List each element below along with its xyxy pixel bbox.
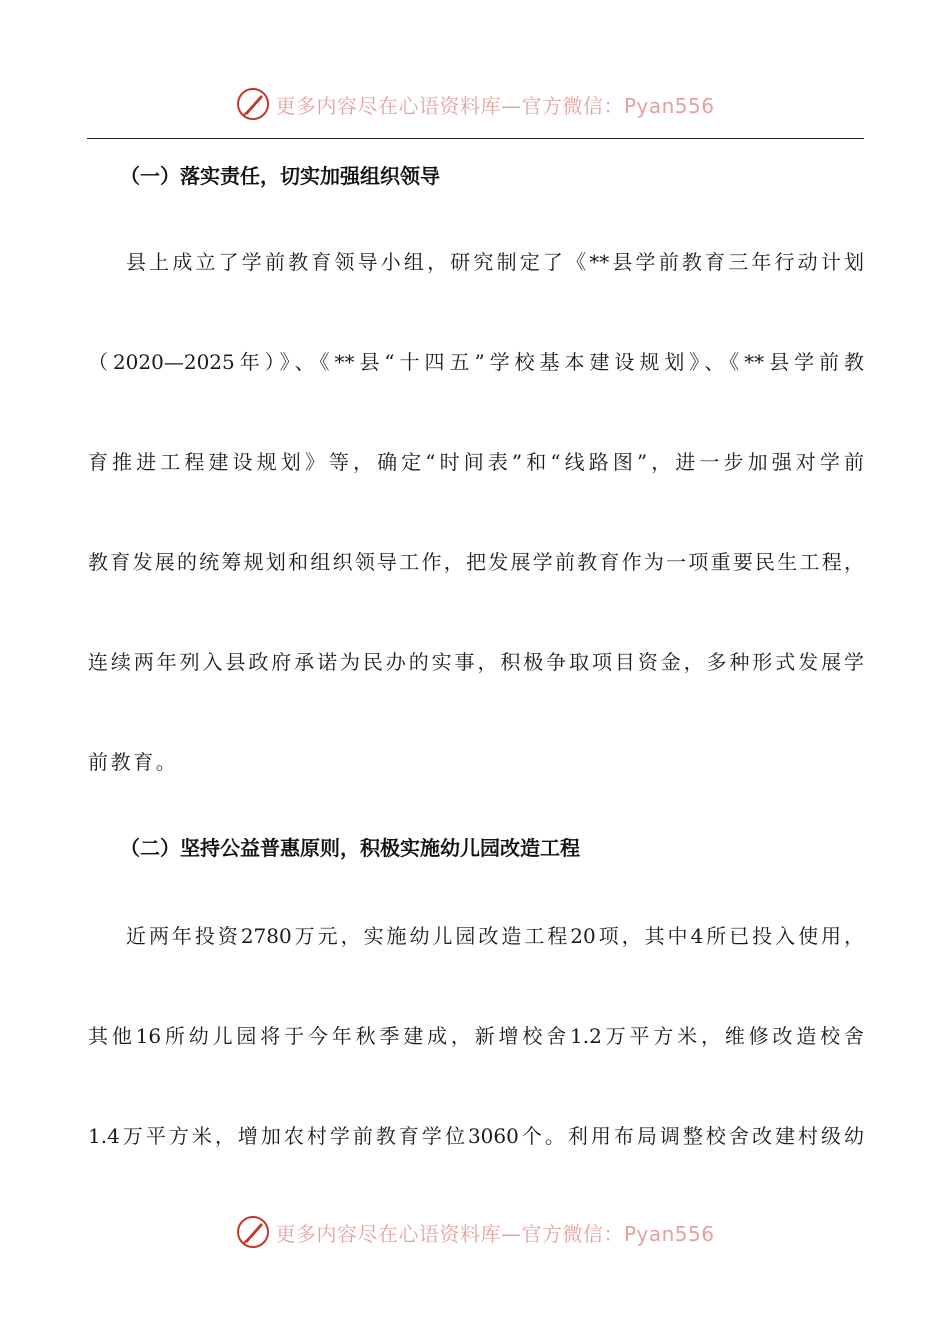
footer-banner <box>0 1212 950 1252</box>
paragraph-line: 前教育。 <box>88 750 179 774</box>
banner-text: 更多内容尽在心语资料库—官方微信：Pyan556 <box>275 1221 715 1246</box>
header-divider <box>87 138 864 139</box>
paragraph-line: 近两年投资2780万元，实施幼儿园改造工程20项，其中4所已投入使用， <box>126 924 864 948</box>
paragraph-line: 育推进工程建设规划》等，确定“时间表”和“线路图”，进一步加强对学前 <box>88 450 864 474</box>
paragraph-line: （2020—2025年）》、《**县“十四五”学校基本建设规划》、《**县学前教 <box>88 350 864 374</box>
paragraph-line: 县上成立了学前教育领导小组，研究制定了《**县学前教育三年行动计划 <box>126 250 864 274</box>
paragraph-line: 教育发展的统筹规划和组织领导工作，把发展学前教育作为一项重要民生工程， <box>88 550 864 574</box>
quill-pen-circle-icon <box>235 86 271 122</box>
banner-text: 更多内容尽在心语资料库—官方微信：Pyan556 <box>275 93 715 118</box>
paragraph-line: 其他16所幼儿园将于今年秋季建成，新增校舍1.2万平方米，维修改造校舍 <box>88 1024 864 1048</box>
quill-pen-circle-icon <box>235 1214 271 1250</box>
header-banner <box>0 84 950 124</box>
paragraph-line: 1.4万平方米，增加农村学前教育学位3060个。利用布局调整校舍改建村级幼 <box>88 1124 864 1148</box>
paragraph-line: 连续两年列入县政府承诺为民办的实事，积极争取项目资金，多种形式发展学 <box>88 650 864 674</box>
section-1-heading: （一）落实责任，切实加强组织领导 <box>120 164 440 188</box>
section-2-heading: （二）坚持公益普惠原则，积极实施幼儿园改造工程 <box>120 836 580 860</box>
